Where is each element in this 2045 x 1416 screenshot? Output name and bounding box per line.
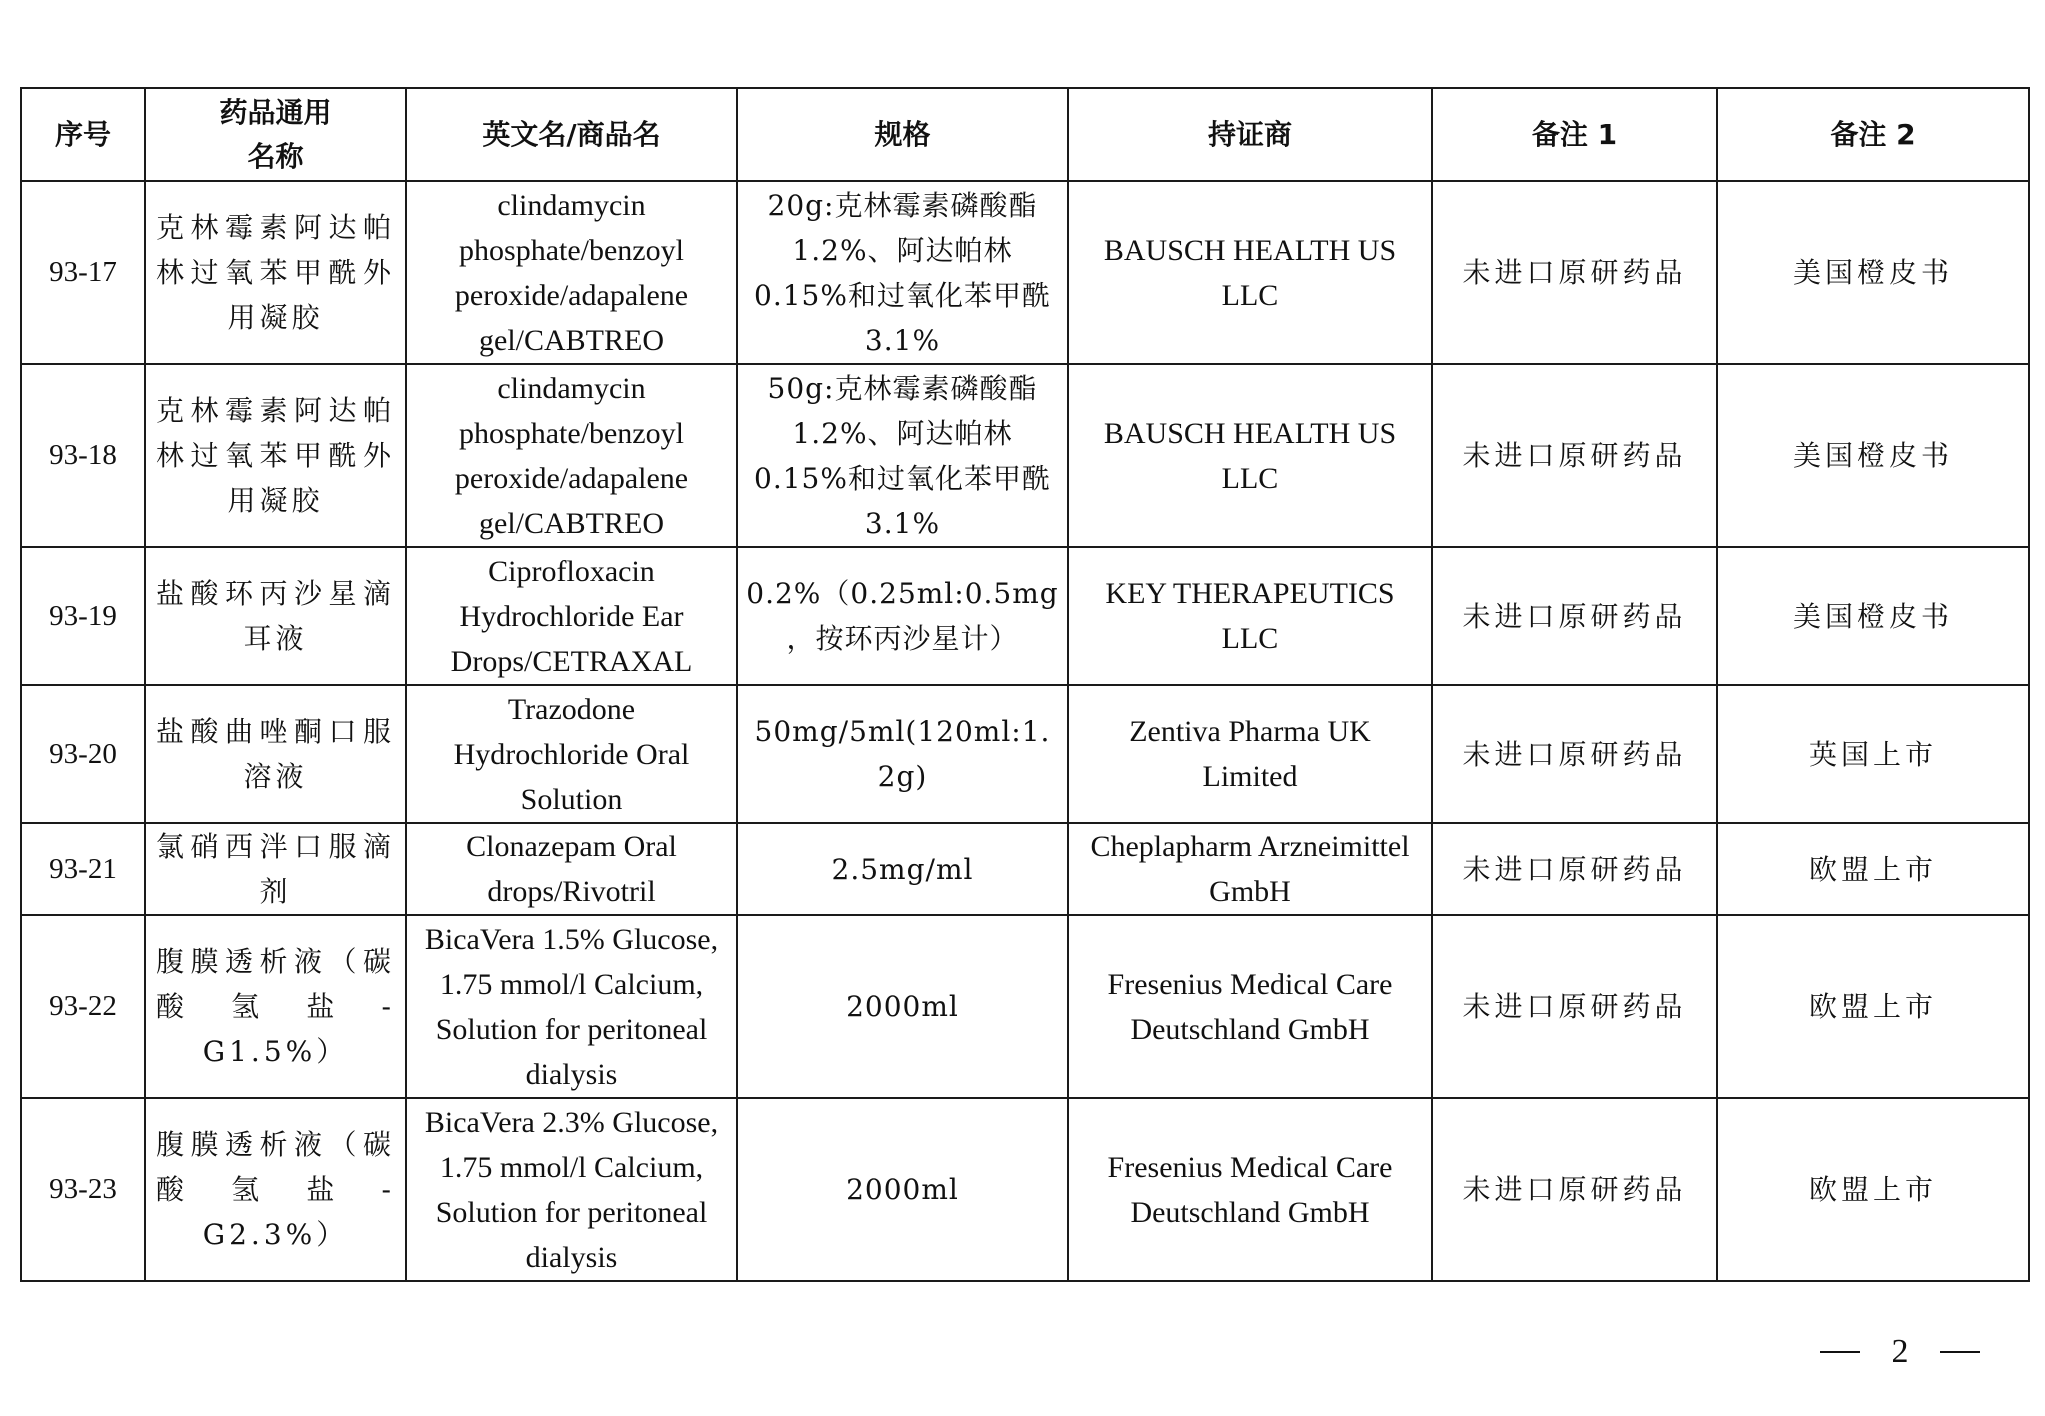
cell-english-trade-name: clindamycin phosphate/benzoyl peroxide/adapalene gel/CABTREO: [406, 364, 737, 547]
cell-spec: 2000ml: [737, 915, 1068, 1098]
header-generic-name-line2: 名称: [247, 139, 304, 173]
cell-holder: KEY THERAPEUTICS LLC: [1068, 547, 1432, 685]
cell-holder: Fresenius Medical Care Deutschland GmbH: [1068, 915, 1432, 1098]
header-generic-name: [145, 88, 406, 181]
header-holder: 持证商: [1068, 88, 1432, 181]
cell-generic-name: 盐酸曲唑酮口服溶液: [145, 685, 406, 823]
cell-note1: 未进口原研药品: [1432, 1098, 1717, 1281]
cell-note2: 美国橙皮书: [1717, 547, 2029, 685]
page-number: [1820, 1330, 1980, 1374]
table-row: [21, 547, 2029, 685]
cell-seq: 93-20: [21, 685, 145, 823]
drug-list-table: [20, 87, 2030, 1282]
cell-spec: 0.2%（0.25ml:0.5mg，按环丙沙星计）: [737, 547, 1068, 685]
cell-spec: 50g:克林霉素磷酸酯1.2%、阿达帕林 0.15%和过氧化苯甲酰 3.1%: [737, 364, 1068, 547]
cell-note1: 未进口原研药品: [1432, 364, 1717, 547]
cell-note1: 未进口原研药品: [1432, 181, 1717, 364]
cell-generic-name: 腹膜透析液（碳酸氢盐-G2.3%）: [145, 1098, 406, 1281]
table-header-row: [21, 88, 2029, 181]
cell-english-trade-name: BicaVera 1.5% Glucose, 1.75 mmol/l Calcium, Solution for peritoneal dialysis: [406, 915, 737, 1098]
header-generic-name-line1: 药品通用: [219, 95, 332, 129]
cell-note2: 欧盟上市: [1717, 915, 2029, 1098]
page-number-left-dash: [1820, 1351, 1860, 1353]
cell-seq: 93-21: [21, 823, 145, 915]
cell-generic-name: 克林霉素阿达帕林过氧苯甲酰外用凝胶: [145, 181, 406, 364]
cell-seq: 93-22: [21, 915, 145, 1098]
cell-spec: 50mg/5ml(120ml:1.2g): [737, 685, 1068, 823]
table-row: [21, 1098, 2029, 1281]
header-spec: 规格: [737, 88, 1068, 181]
cell-generic-name: 克林霉素阿达帕林过氧苯甲酰外用凝胶: [145, 364, 406, 547]
table-row: [21, 181, 2029, 364]
cell-seq: 93-19: [21, 547, 145, 685]
header-english-trade-name: 英文名/商品名: [406, 88, 737, 181]
cell-holder: Zentiva Pharma UK Limited: [1068, 685, 1432, 823]
header-seq: 序号: [21, 88, 145, 181]
cell-note2: 美国橙皮书: [1717, 364, 2029, 547]
cell-english-trade-name: Clonazepam Oral drops/Rivotril: [406, 823, 737, 915]
table-row: [21, 823, 2029, 915]
table-row: [21, 685, 2029, 823]
cell-holder: BAUSCH HEALTH US LLC: [1068, 181, 1432, 364]
cell-seq: 93-18: [21, 364, 145, 547]
cell-seq: 93-17: [21, 181, 145, 364]
cell-english-trade-name: Ciprofloxacin Hydrochloride Ear Drops/CETRAXAL: [406, 547, 737, 685]
cell-english-trade-name: Trazodone Hydrochloride Oral Solution: [406, 685, 737, 823]
header-note1: 备注 1: [1432, 88, 1717, 181]
cell-generic-name: 氯硝西泮口服滴剂: [145, 823, 406, 915]
cell-note1: 未进口原研药品: [1432, 685, 1717, 823]
cell-note1: 未进口原研药品: [1432, 915, 1717, 1098]
cell-note1: 未进口原研药品: [1432, 823, 1717, 915]
cell-holder: BAUSCH HEALTH US LLC: [1068, 364, 1432, 547]
cell-seq: 93-23: [21, 1098, 145, 1281]
cell-note2: 英国上市: [1717, 685, 2029, 823]
cell-note2: 欧盟上市: [1717, 1098, 2029, 1281]
cell-spec: 20g:克林霉素磷酸酯1.2%、阿达帕林 0.15%和过氧化苯甲酰 3.1%: [737, 181, 1068, 364]
cell-generic-name: 盐酸环丙沙星滴耳液: [145, 547, 406, 685]
cell-generic-name: 腹膜透析液（碳酸氢盐-G1.5%）: [145, 915, 406, 1098]
header-note2: 备注 2: [1717, 88, 2029, 181]
cell-spec: 2.5mg/ml: [737, 823, 1068, 915]
cell-holder: Fresenius Medical Care Deutschland GmbH: [1068, 1098, 1432, 1281]
page-number-value: 2: [1891, 1333, 1909, 1370]
table-row: [21, 364, 2029, 547]
table-row: [21, 915, 2029, 1098]
cell-spec: 2000ml: [737, 1098, 1068, 1281]
cell-holder: Cheplapharm Arzneimittel GmbH: [1068, 823, 1432, 915]
page-number-right-dash: [1940, 1351, 1980, 1353]
cell-note2: 美国橙皮书: [1717, 181, 2029, 364]
cell-english-trade-name: BicaVera 2.3% Glucose, 1.75 mmol/l Calcium, Solution for peritoneal dialysis: [406, 1098, 737, 1281]
cell-note2: 欧盟上市: [1717, 823, 2029, 915]
cell-note1: 未进口原研药品: [1432, 547, 1717, 685]
cell-english-trade-name: clindamycin phosphate/benzoyl peroxide/adapalene gel/CABTREO: [406, 181, 737, 364]
